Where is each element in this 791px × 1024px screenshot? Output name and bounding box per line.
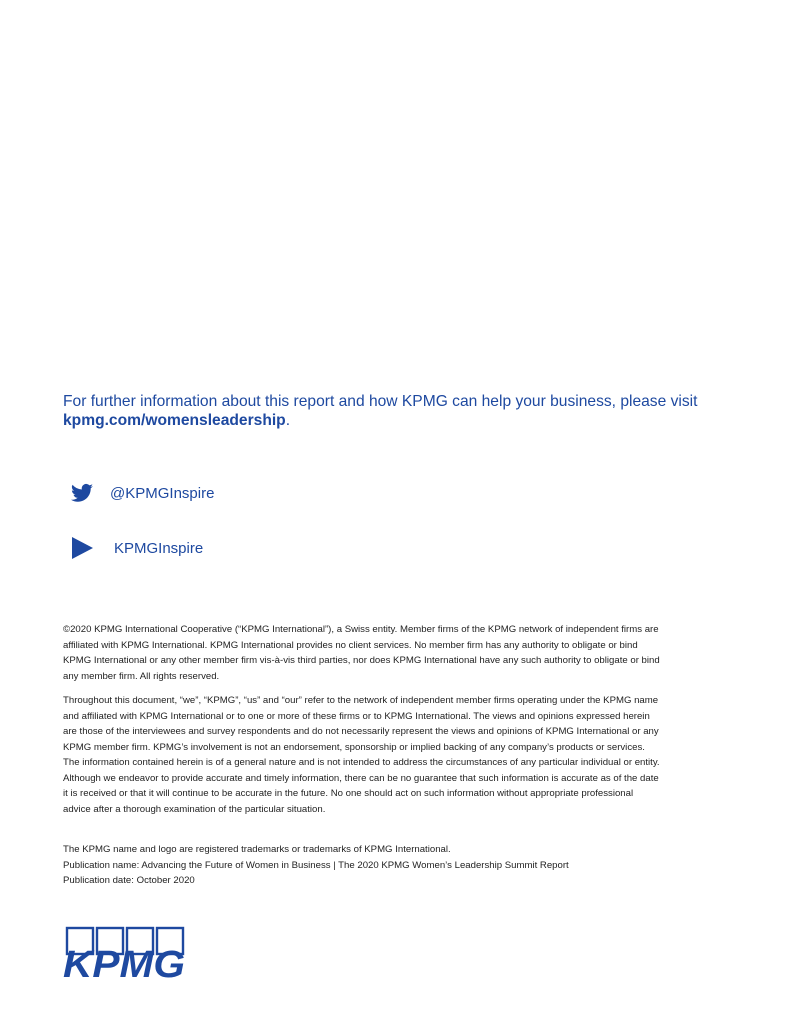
twitter-bird-icon: [70, 481, 94, 505]
further-info-text: [63, 392, 743, 430]
info-suffix: .: [285, 412, 291, 429]
youtube-row[interactable]: [70, 536, 203, 560]
twitter-handle[interactable]: @KPMGInspire: [110, 484, 215, 502]
disclaimer-notice: [63, 693, 663, 817]
publication-info: [63, 842, 663, 889]
copyright-notice: [63, 622, 663, 684]
play-icon: [70, 536, 94, 560]
logo-wordmark: KPMG: [63, 944, 185, 980]
trademark-text: The KPMG name and logo are registered trademarks or trademarks of KPMG International.: [63, 844, 451, 855]
publication-date: Publication date: October 2020: [63, 875, 195, 886]
disclaimer-text: Throughout this document, “we”, “KPMG”, “us” and “our” refer to the network of independent member firms operating under the KPMG name and affiliated with KPMG International or to one or more of these firms or to KPMG International. The views and opinions expressed herein are those of the interviewees and survey respondents and do not necessarily represent the views and opinions of KPMG International or any KPMG member firm. KPMG’s involvement is not an endorsement, sponsorship or implied backing of any company’s products or services. The information contained herein is of a general nature and is not intended to address the circumstances of any particular individual or entity. Although we endeavor to provide accurate and timely information, there can be no guarantee that such information is accurate as of the date it is received or that it will continue to be accurate in the future. No one should act on such information without appropriate professional advice after a thorough examination of the particular situation.: [63, 695, 660, 815]
copyright-text: ©2020 KPMG International Cooperative (“KPMG International”), a Swiss entity. Member firms of the KPMG network of independent firms are affiliated with KPMG International. KPMG International provides no client services. No member firm has any authority to obligate or bind KPMG International or any other member firm vis-à-vis third parties, nor does KPMG International have any such authority to obligate or bind any member firm. All rights reserved.: [63, 624, 660, 682]
youtube-channel[interactable]: KPMGInspire: [114, 539, 204, 557]
twitter-row[interactable]: [70, 481, 214, 505]
website-link[interactable]: kpmg.com/womensleadership: [63, 412, 286, 429]
info-lead: For further information about this report and how KPMG can help your business, please visit: [63, 393, 698, 410]
publication-name: Publication name: Advancing the Future of Women in Business | The 2020 KPMG Women’s Leadership Summit Report: [63, 859, 569, 871]
kpmg-logo: [63, 926, 189, 980]
